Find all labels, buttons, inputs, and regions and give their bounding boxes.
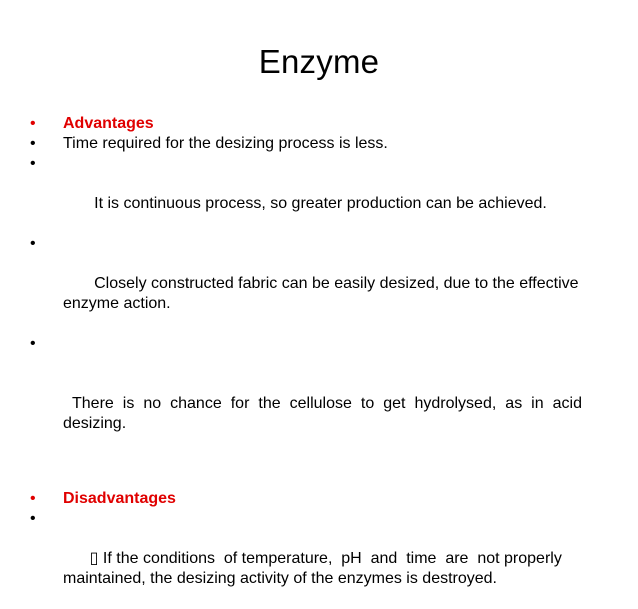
bullet-icon: • xyxy=(30,115,36,132)
list-item xyxy=(30,334,587,474)
bullet-icon: • xyxy=(30,510,36,527)
section-gap xyxy=(30,474,582,489)
advantages-heading-text: Advantages xyxy=(63,115,154,132)
bullet-icon: • xyxy=(30,490,36,507)
advantages-heading xyxy=(30,114,582,134)
disadvantages-heading-text: Disadvantages xyxy=(63,490,176,507)
list-item xyxy=(30,154,582,234)
bullet-icon: • xyxy=(30,135,36,152)
advantage-text: Time required for the desizing process is less. xyxy=(63,135,388,152)
advantage-text: Closely constructed fabric can be easily desized, due to the effective enzyme action. xyxy=(63,275,583,312)
bullet-icon: • xyxy=(30,155,36,172)
slide-title: Enzyme xyxy=(258,43,380,80)
bullet-icon: • xyxy=(30,335,36,352)
list-item xyxy=(30,234,582,334)
disadvantages-heading xyxy=(30,489,582,509)
advantage-text: It is continuous process, so greater production can be achieved. xyxy=(89,195,547,212)
list-item xyxy=(30,134,582,154)
advantage-text: There is no chance for the cellulose to get hydrolysed, as in acid desizing. xyxy=(63,395,587,432)
bullet-icon: • xyxy=(30,235,36,252)
disadvantage-text: ▯ If the conditions of temperature, pH and time are not properly maintained, the desizing activity of the enzymes is destroyed. xyxy=(63,550,567,587)
bullet-list xyxy=(30,114,587,609)
list-item xyxy=(30,509,567,609)
